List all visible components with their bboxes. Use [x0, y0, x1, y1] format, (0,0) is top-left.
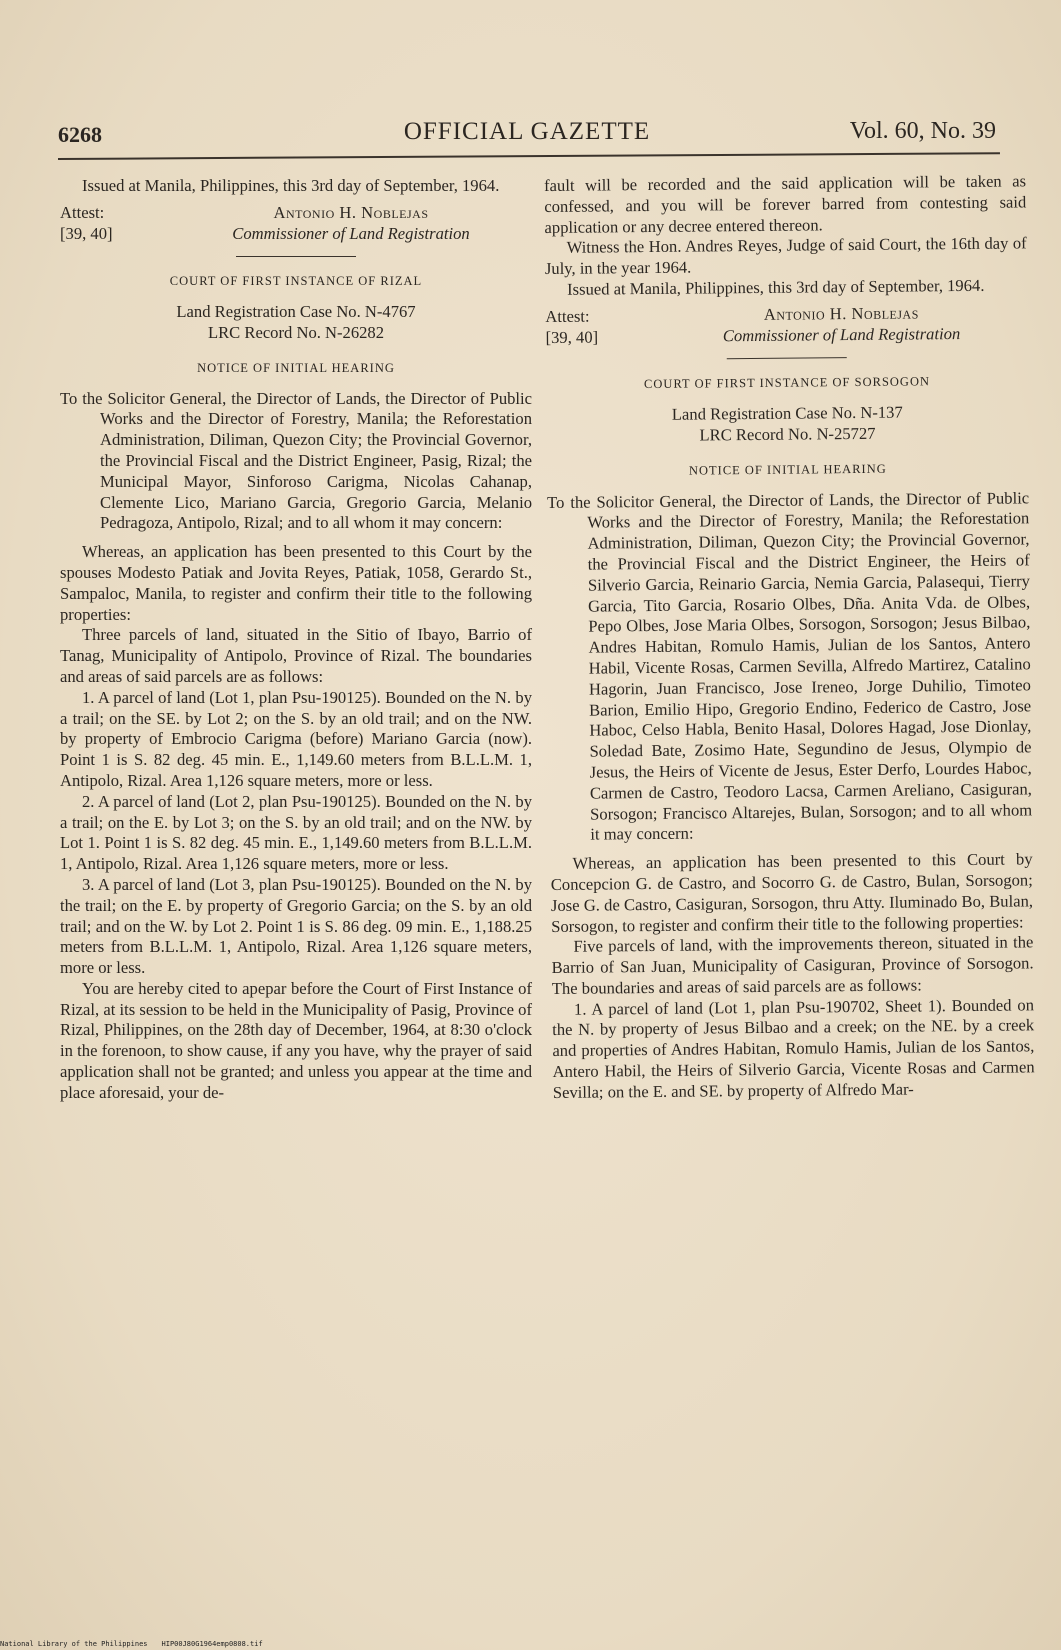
- paragraph: Whereas, an application has been presented to this Court by the spouses Modesto Patiak and Jovita Reyes, Patiak, 1058, Gerardo St., Sampaloc, Manila, to register and confirm their title to the following properties:: [60, 542, 532, 624]
- attest-role: Commissioner of Land Registration: [232, 223, 470, 243]
- addressees: To the Solicitor General, the Director of Lands, the Director of Public Works and the Director of Forestry, Manila; the Reforestation Administration, Diliman, Quezon City; the Provincial Governor, the Provincial Fiscal and the District Engineer, Pasig, Rizal; the Municipal Mayor, Sinforoso Carigma, Nicolas Cahanap, Clemente Lico, Mariano Garcia, Gregorio Garcia, Melanio Pedragoza, Antipolo, Rizal; and to all whom it may concern:: [60, 388, 532, 533]
- paragraph: Whereas, an application has been presented to this Court by Concepcion G. de Castro, and Socorro G. de Castro, Bulan, Sorsogon; Jose G. de Castro, Casiguran, Sorsogon, thru Atty. Iluminado Bo, Bulan, Sorsogon, to register and confirm their title to the following properties:: [550, 849, 1034, 936]
- paragraph: You are hereby cited to apepar before the Court of First Instance of Rizal, at its session to be held in the Municipality of Pasig, Province of Rizal, Philippines, on the 28th day of December, 1964, at 8:30 o'clock in the forenoon, to show cause, if any you have, why the prayer of said application shall not be granted; and unless you appear at the time and place aforesaid, your de-: [60, 978, 532, 1102]
- paragraph: 3. A parcel of land (Lot 3, plan Psu-190125). Bounded on the N. by the trail; on the E. by property of Gregorio Garcia; on the S. by an old trail; and on the W. by Lot 2. Point 1 is S. 86 deg. 09 min. E., 1,188.25 meters from B.L.L.M. 1, Antipolo, Rizal. Area 1,126 square meters, more or less.: [60, 874, 532, 978]
- attest-role: Commissioner of Land Registration: [722, 323, 961, 345]
- record-number: LRC Record No. N-25727: [699, 423, 876, 445]
- paragraph: 1. A parcel of land (Lot 1, plan Psu-190125). Bounded on the N. by a trail; on the SE. by Lot 2; on the S. by an old trail; and on the NW. by property of Embrocio Carigma (before) Mariano Garcia (now). Point 1 is S. 82 deg. 45 min. E., 1,149.60 meters from B.L.L.M. 1, Antipolo, Rizal. Area 1,126 square meters, more or less.: [60, 687, 532, 790]
- attest-name: Antonio H. Noblejas: [763, 303, 919, 324]
- right-column: [544, 171, 1035, 1103]
- paragraph: 2. A parcel of land (Lot 2, plan Psu-190125). Bounded on the N. by a trail; on the E. by Lot 3; on the S. by an old trail; and on the NW. by Lot 1. Point 1 is S. 82 deg. 45 min. E., 1,149.60 meters from B.L.L.M. 1, Antipolo, Rizal. Area 1,126 square meters, more or less.: [60, 791, 532, 874]
- attest-label: Attest:: [60, 202, 105, 222]
- attest-block: [60, 203, 532, 245]
- case-number: Land Registration Case No. N-137: [671, 402, 903, 424]
- page-number: 6268: [58, 122, 102, 147]
- attest-ref: [39, 40]: [60, 223, 113, 243]
- paragraph: Five parcels of land, with the improvements thereon, situated in the Barrio of San Juan, Municipality of Casiguran, Province of Sorsogon. The boundaries and areas of said parcels are as follows:: [551, 932, 1034, 998]
- paragraph: 1. A parcel of land (Lot 1, plan Psu-190702, Sheet 1). Bounded on the N. by property of Jesus Bilbao and a creek; on the NE. by a creek and properties of Andres Habitan, Romulo Hamis, Julian de los Santos, Antero Habil, the Heirs of Silverio Garcia, Vicente Rosas and Carmen Sevilla; on the E. and SE. by property of Alfredo Mar-: [552, 995, 1035, 1102]
- issued-line: Issued at Manila, Philippines, this 3rd day of September, 1964.: [82, 176, 500, 195]
- record-number: LRC Record No. N-26282: [207, 322, 385, 342]
- header-rule: [58, 152, 1000, 160]
- attest-ref: [39, 40]: [545, 327, 599, 347]
- addressees: To the Solicitor General, the Director of Lands, the Director of Public Works and the Director of Forestry, Manila; the Reforestation Administration, Diliman, Quezon City; the Provincial Governor, the Provincial Fiscal and the District Engineer, the Heirs of Silverio Garcia, Reinario Garcia, Nemia Garcia, Palasequi, Tierry Garcia, Tito Garcia, Rosario Olbes, Dña. Anita Vda. de Olbes, Pepo Olbes, Jose Maria Olbes, Sorsogon, Sorsogon; Jesus Bilbao, Andres Habitan, Romulo Hamis, Julian de los Santos, Antero Habil, Vicente Rosas, Carmen Sevilla, Alfredo Martirez, Catalino Hagorin, Juan Francisco, Jose Ireneo, Jorge Duhilio, Timoteo Barion, Emilio Hipo, Gregorio Endino, Federico de Castro, Jose Haboc, Celso Habla, Benito Hasal, Dolores Hagad, Jose Dionlay, Soledad Bate, Zosimo Hate, Segundino de Jesus, Olympio de Jesus, the Heirs of Vicente de Jesus, Ester Derfo, Lourdes Haboc, Carmen de Castro, Teodoro Lacsa, Carmen Areliano, Casiguran, Sorsogon; Francisco Altarejes, Bulan, Sorsogon; and to all whom it may concern:: [547, 487, 1033, 844]
- publication-title: OFFICIAL GAZETTE: [403, 118, 651, 145]
- attest-label: Attest:: [545, 306, 590, 326]
- file-label: HIP00J80G1964emp0808.tif: [161, 1640, 263, 1648]
- attest-name: Antonio H. Noblejas: [273, 202, 429, 222]
- notice-heading: NOTICE OF INITIAL HEARING: [688, 461, 887, 478]
- section-divider: [236, 256, 356, 257]
- paragraph: Witness the Hon. Andres Reyes, Judge of said Court, the 16th day of July, in the year 1964.: [544, 233, 1027, 279]
- court-heading: COURT OF FIRST INSTANCE OF SORSOGON: [643, 374, 931, 392]
- page-header: [58, 116, 996, 150]
- issued-line: Issued at Manila, Philippines, this 3rd day of September, 1964.: [566, 275, 985, 299]
- library-label: National Library of the Philippines: [0, 1640, 148, 1648]
- case-number: Land Registration Case No. N-4767: [176, 302, 416, 322]
- paragraph: fault will be recorded and the said application will be taken as confessed, and you will be forever barred from contesting said application or any decree entered thereon.: [544, 171, 1027, 237]
- attest-block: [545, 302, 1027, 348]
- scan-footer: [0, 1640, 1061, 1648]
- left-column: [60, 176, 532, 1104]
- section-divider: [727, 357, 847, 359]
- notice-heading: NOTICE OF INITIAL HEARING: [197, 360, 395, 375]
- volume-number: Vol. 60, No. 39: [849, 118, 996, 144]
- paragraph: Three parcels of land, situated in the Sitio of Ibayo, Barrio of Tanag, Municipality of Antipolo, Province of Rizal. The boundaries and areas of said parcels are as follows:: [60, 625, 532, 686]
- court-heading: COURT OF FIRST INSTANCE OF RIZAL: [169, 274, 423, 289]
